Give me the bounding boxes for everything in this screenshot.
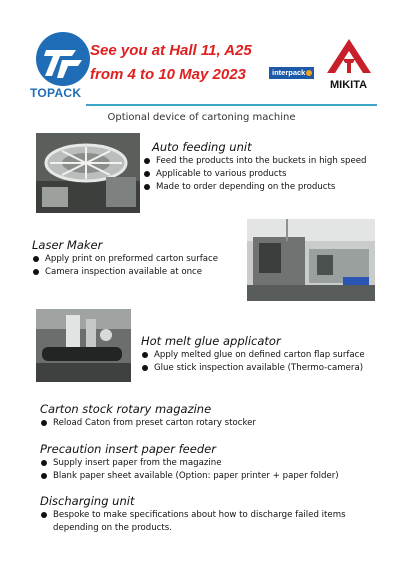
rotary-magazine-bullets [40,417,256,430]
list-item: Blank paper sheet available (Option: paper printer + paper folder) [40,470,339,483]
glue-applicator-bullets [141,349,365,375]
partner-name: MIKITA [330,79,368,91]
section-title-discharging-unit: Discharging unit [40,494,135,508]
list-item: Camera inspection available at once [32,266,218,279]
topack-logo [32,30,94,92]
list-item: Feed the products into the buckets in high speed [143,155,367,168]
laser-maker-photo [247,219,375,301]
interpack-badge [269,67,314,79]
interpack-label: interpack [272,68,306,77]
list-item: Apply print on preformed carton surface [32,253,218,266]
discharging-unit-bullets [40,509,346,522]
list-item: Apply melted glue on defined carton flap surface [141,349,365,362]
interpack-dot-icon [306,70,312,76]
mikita-logo [325,37,373,77]
header-divider [86,104,377,106]
headline-line-2: from 4 to 10 May 2023 [90,66,246,83]
section-title-auto-feeding: Auto feeding unit [152,140,252,154]
section-title-laser-maker: Laser Maker [32,238,103,252]
auto-feeding-unit-photo [36,133,140,213]
glue-applicator-photo [36,309,131,382]
page-subtitle: Optional device of cartoning machine [107,112,296,123]
headline-line-1: See you at Hall 11, A25 [90,42,252,59]
list-item: Supply insert paper from the magazine [40,457,339,470]
company-name: TOPACK [30,86,82,100]
list-item: Reload Caton from preset carton rotary stocker [40,417,256,430]
paper-feeder-bullets [40,457,339,483]
list-item-continuation: depending on the products. [53,523,172,533]
section-title-paper-feeder: Precaution insert paper feeder [40,442,216,456]
section-title-rotary-magazine: Carton stock rotary magazine [40,402,212,416]
auto-feeding-bullets [143,155,367,194]
list-item: Bespoke to make specifications about how to discharge failed items [40,509,346,522]
list-item: Made to order depending on the products [143,181,367,194]
list-item: Glue stick inspection available (Thermo-camera) [141,362,365,375]
list-item: Applicable to various products [143,168,367,181]
section-title-glue-applicator: Hot melt glue applicator [141,334,281,348]
laser-maker-bullets [32,253,218,279]
